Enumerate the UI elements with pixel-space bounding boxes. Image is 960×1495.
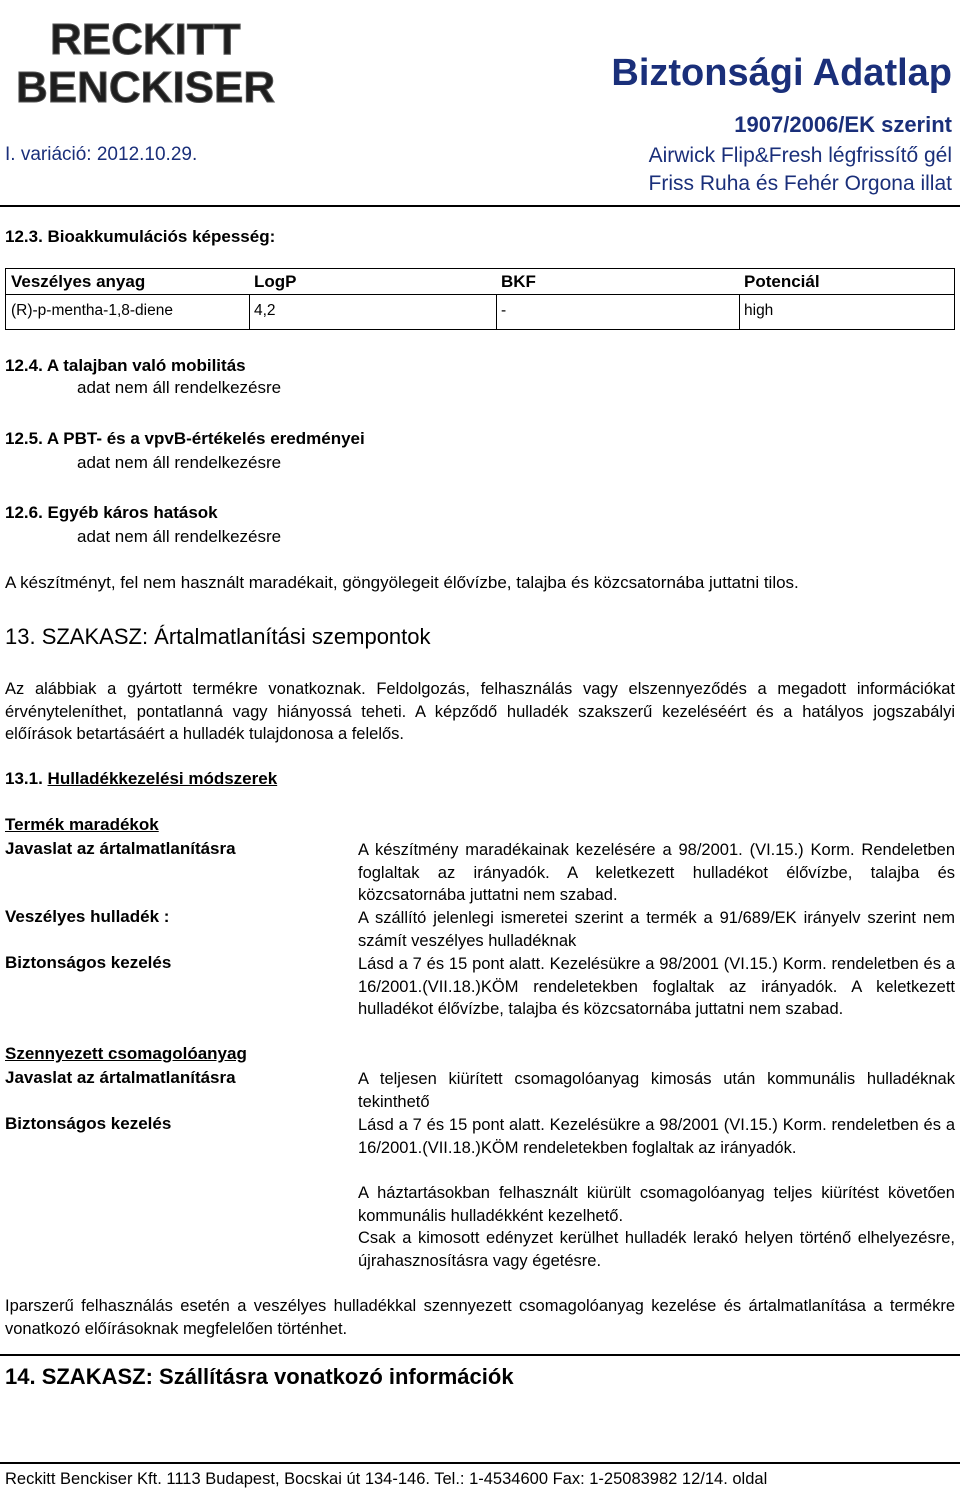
reckitt-benckiser-logo [8,10,298,106]
safe-handling-text: Lásd a 7 és 15 pont alatt. Kezelésükre a 98/2001 (VI.15.) Korm. rendeletben és a 16/2001.(VII.18.)KÖM rendeletekben foglaltak az irányadók. A keletkezett hulladékot élővízbe, talajba és közcsatornába juttatni nem szabad. [358,955,955,1018]
svg-text:BENCKISER: BENCKISER [16,63,276,106]
version-date: I. variáció: 2012.10.29. [5,144,198,165]
packaging-disposal-text: A teljesen kiürített csomagolóanyag kimosás után kommunális hulladéknak tekinthető [358,1070,955,1111]
table-header-cell: BKF [501,272,536,291]
table-col-divider [496,294,497,329]
table-header-cell: LogP [254,272,297,291]
product-name-line2: Friss Ruha és Fehér Orgona illat [648,172,952,195]
footer-divider [0,1462,960,1464]
packaging-safe-handling-text: Lásd a 7 és 15 pont alatt. Kezelésükre a 98/2001 (VI.15.) Korm. rendeletben és a 16/2001.(VII.18.)KÖM rendeletekben foglaltak az irányadók. [358,1116,955,1157]
table-cell: 4,2 [254,302,276,319]
table-header-rule [6,294,954,295]
table-cell: (R)-p-mentha-1,8-diene [11,302,173,319]
table-cell: high [744,302,774,319]
hazardous-waste-text: A szállító jelenlegi ismeretei szerint a termék a 91/689/EK irányelv szerint nem számít veszélyes hulladéknak [358,909,955,950]
packaging-washed-text: Csak a kimosott edényzet kerülhet hulladék lerakó helyen történő elhelyezésre, újrahasznosításra vagy égetésre. [358,1229,955,1270]
disposal-recommendation-text: A készítmény maradékainak kezelésére a 98/2001. (VI.15.) Korm. Rendeletben foglaltak az irányadók. A keletkezett hulladékot élővízbe, talajba és közcsatornába juttatni nem szabad. [358,841,955,904]
section-13-intro: Az alábbiak a gyártott termékre vonatkoznak. Feldolgozás, felhasználás vagy elszennyeződés a megadott információkat érvényteleníthet, pontatlanná vagy hiányossá teheti. A képződő hulladék szakszerű kezeléséért és a hatályos jogszabályi előírások betartásáért a hulladék tulajdonosa a felelős. [5,680,955,743]
industrial-use-text: Iparszerű felhasználás esetén a veszélyes hulladékkal szennyezett csomagolóanyag kezelése és ártalmatlanítása a termékre vonatkozó előírásoknak megfelelően történhet. [5,1297,955,1338]
section-12-6-text: adat nem áll rendelkezésre [77,527,282,546]
svg-text:RECKITT: RECKITT [50,15,241,64]
section-12-5-text: adat nem áll rendelkezésre [77,453,282,472]
section-14-title: 14. SZAKASZ: Szállításra vonatkozó információk [5,1364,514,1389]
product-residue-heading: Termék maradékok [5,815,159,834]
table-cell: - [501,302,507,319]
section-12-3-title: 12.3. Bioakkumulációs képesség: [5,227,276,246]
header-divider [0,205,960,207]
table-header-cell: Veszélyes anyag [11,272,146,291]
table-col-divider [249,294,250,329]
section-13-1-heading [5,768,277,790]
hazardous-waste-label: Veszélyes hulladék : [5,907,170,926]
section-12-note: A készítményt, fel nem használt maradékait, göngyölegeit élővízbe, talajba és közcsatornába juttatni tilos. [5,573,799,592]
section-13-1-title: Hulladékkezelési módszerek [47,769,278,788]
section-13-title: 13. SZAKASZ: Ártalmatlanítási szempontok [5,624,431,649]
footer-text: Reckitt Benckiser Kft. 1113 Budapest, Bocskai út 134-146. Tel.: 1-4534600 Fax: 1-25083982 12/14. oldal [5,1470,768,1488]
section-12-4-text: adat nem áll rendelkezésre [77,378,282,397]
packaging-safe-handling-label: Biztonságos kezelés [5,1114,172,1133]
safe-handling-label: Biztonságos kezelés [5,953,172,972]
regulation-reference: 1907/2006/EK szerint [734,112,952,137]
section-14-divider [0,1354,960,1356]
bioaccumulation-table [5,268,955,330]
packaging-household-text: A háztartásokban felhasznált kiürült csomagolóanyag teljes kiürítést követően kommunális hulladékként kezelhető. [358,1184,955,1225]
section-12-4-title: 12.4. A talajban való mobilitás [5,356,246,375]
section-12-6-title: 12.6. Egyéb káros hatások [5,503,218,522]
disposal-recommendation-label: Javaslat az ártalmatlanításra [5,839,236,858]
section-13-1-number: 13.1. [5,769,43,788]
section-12-5-title: 12.5. A PBT- és a vpvB-értékelés eredményei [5,429,365,448]
contaminated-packaging-heading: Szennyezett csomagolóanyag [5,1044,247,1063]
document-title: Biztonsági Adatlap [611,52,952,94]
packaging-disposal-label: Javaslat az ártalmatlanításra [5,1068,236,1087]
table-col-divider [739,294,740,329]
product-name-line1: Airwick Flip&Fresh légfrissítő gél [648,144,952,167]
product-name [649,142,952,198]
table-header-cell: Potenciál [744,272,820,291]
